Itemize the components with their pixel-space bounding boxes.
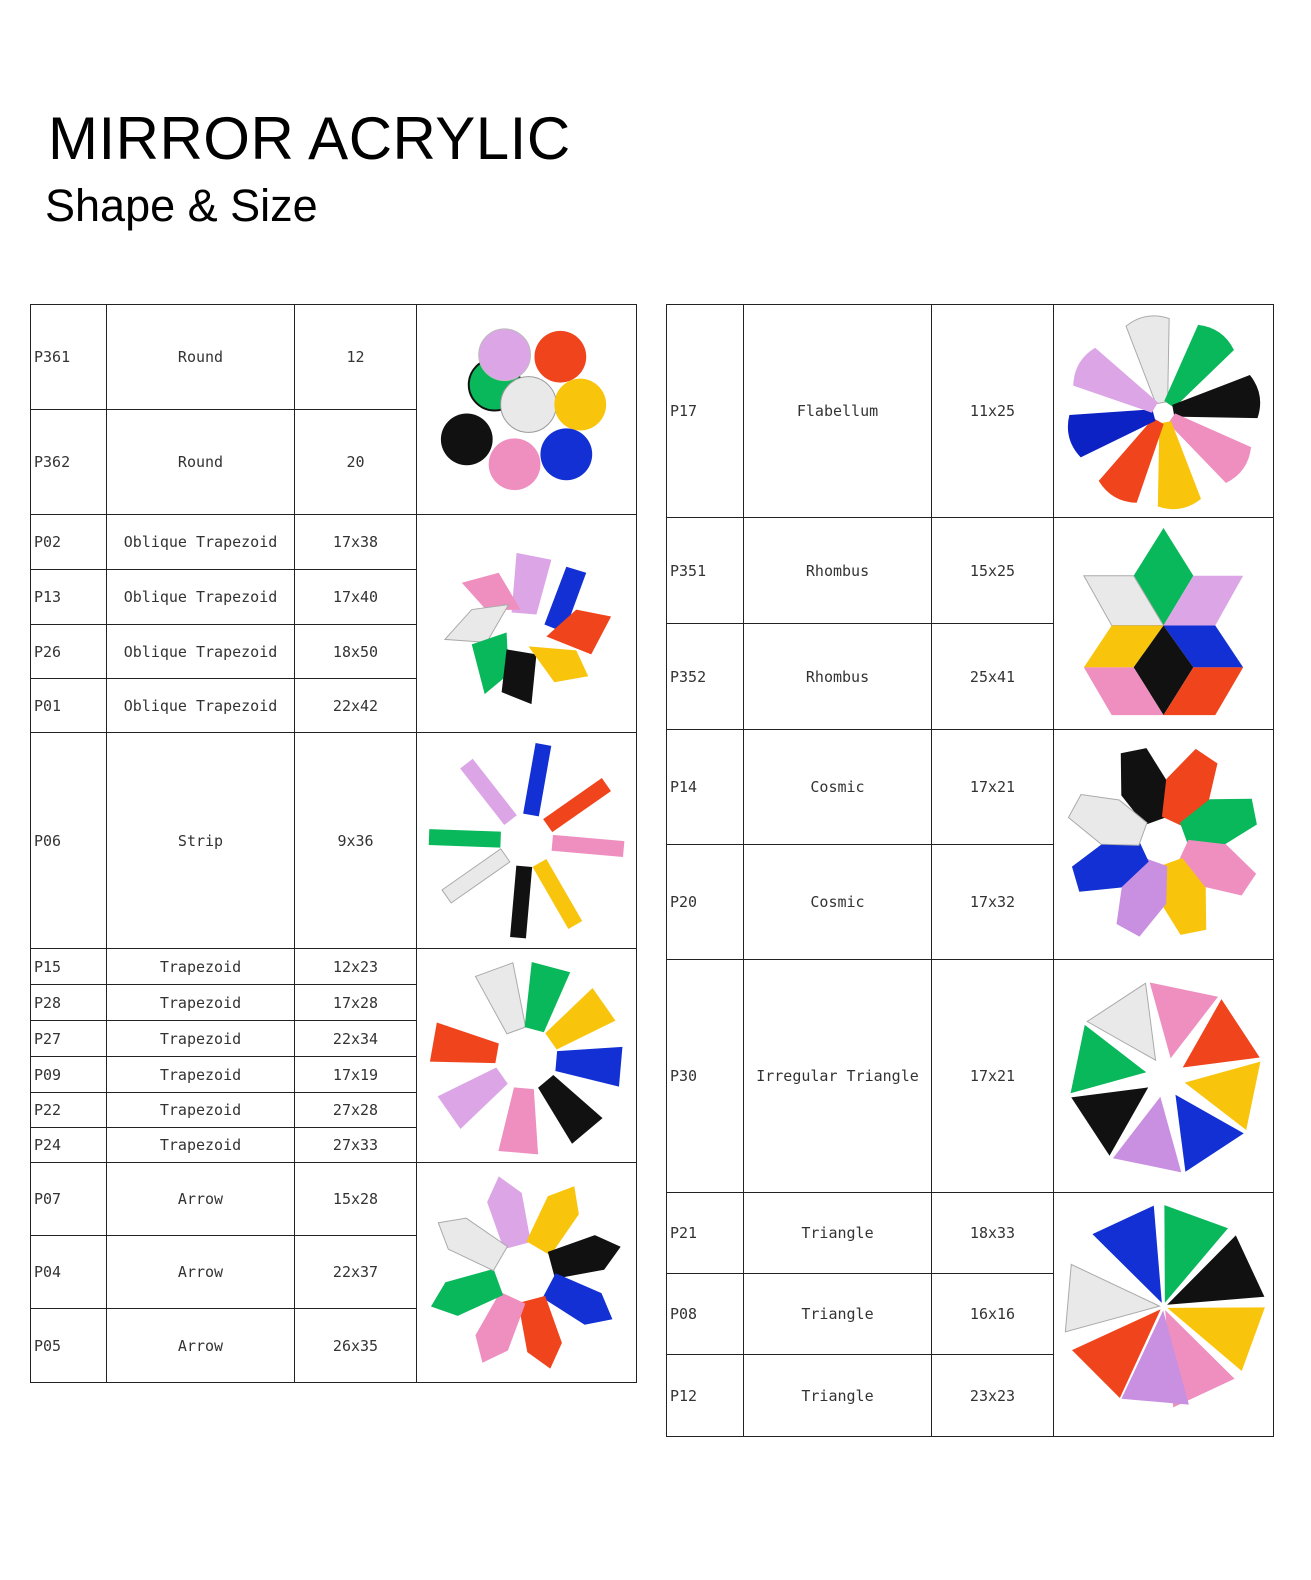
- table-row: [667, 518, 1274, 624]
- size-cell: 17x21: [932, 960, 1054, 1193]
- shape-cell: Oblique Trapezoid: [107, 570, 295, 625]
- code-cell: P15: [31, 949, 107, 985]
- size-cell: 9x36: [295, 733, 417, 949]
- shape-cell: Triangle: [744, 1193, 932, 1274]
- shape-cell: Arrow: [107, 1236, 295, 1309]
- round-sequins-photo: [417, 305, 637, 515]
- size-cell: 22x37: [295, 1236, 417, 1309]
- shape-cell: Rhombus: [744, 518, 932, 624]
- strip-image: [417, 733, 636, 948]
- shape-cell: Trapezoid: [107, 1057, 295, 1093]
- code-cell: P26: [31, 625, 107, 679]
- size-cell: 15x25: [932, 518, 1054, 624]
- shape-cell: Oblique Trapezoid: [107, 515, 295, 570]
- code-cell: P07: [31, 1163, 107, 1236]
- code-cell: P04: [31, 1236, 107, 1309]
- arrow-image: [417, 1163, 636, 1382]
- page-subtitle: Shape & Size: [45, 180, 318, 231]
- cosmic-image: [1054, 730, 1273, 959]
- strip-photo: [417, 733, 637, 949]
- size-cell: 18x50: [295, 625, 417, 679]
- cosmic-photo: [1054, 730, 1274, 960]
- table-row: [31, 1163, 637, 1236]
- arrow-photo: [417, 1163, 637, 1383]
- irregular-triangle-image: [1054, 960, 1273, 1192]
- code-cell: P17: [667, 305, 744, 518]
- code-cell: P13: [31, 570, 107, 625]
- triangle-image: [1054, 1193, 1273, 1436]
- code-cell: P27: [31, 1021, 107, 1057]
- code-cell: P351: [667, 518, 744, 624]
- shape-cell: Irregular Triangle: [744, 960, 932, 1193]
- shape-cell: Triangle: [744, 1274, 932, 1355]
- oblique-trapezoid-image: [417, 515, 636, 732]
- table-row: [667, 1193, 1274, 1274]
- table-row: [667, 305, 1274, 518]
- shape-cell: Round: [107, 305, 295, 410]
- page-title: MIRROR ACRYLIC: [48, 105, 571, 172]
- shape-cell: Cosmic: [744, 730, 932, 845]
- size-cell: 12: [295, 305, 417, 410]
- rhombus-photo: [1054, 518, 1274, 730]
- shape-cell: Trapezoid: [107, 1093, 295, 1128]
- code-cell: P21: [667, 1193, 744, 1274]
- code-cell: P08: [667, 1274, 744, 1355]
- shape-cell: Trapezoid: [107, 949, 295, 985]
- code-cell: P02: [31, 515, 107, 570]
- shape-cell: Round: [107, 410, 295, 515]
- size-cell: 17x19: [295, 1057, 417, 1093]
- code-cell: P30: [667, 960, 744, 1193]
- size-cell: 22x42: [295, 679, 417, 733]
- code-cell: P362: [31, 410, 107, 515]
- size-cell: 27x33: [295, 1128, 417, 1163]
- shape-cell: Rhombus: [744, 624, 932, 730]
- triangle-photo: [1054, 1193, 1274, 1437]
- size-cell: 27x28: [295, 1093, 417, 1128]
- size-cell: 20: [295, 410, 417, 515]
- shape-cell: Oblique Trapezoid: [107, 625, 295, 679]
- flabellum-photo: [1054, 305, 1274, 518]
- size-cell: 17x32: [932, 845, 1054, 960]
- table-row: [667, 960, 1274, 1193]
- code-cell: P05: [31, 1309, 107, 1383]
- code-cell: P01: [31, 679, 107, 733]
- trapezoid-image: [417, 949, 636, 1162]
- size-cell: 17x40: [295, 570, 417, 625]
- size-cell: 17x21: [932, 730, 1054, 845]
- size-cell: 26x35: [295, 1309, 417, 1383]
- shape-cell: Trapezoid: [107, 985, 295, 1021]
- shape-cell: Flabellum: [744, 305, 932, 518]
- table-row: [667, 730, 1274, 845]
- code-cell: P24: [31, 1128, 107, 1163]
- irregular-triangle-photo: [1054, 960, 1274, 1193]
- shape-cell: Arrow: [107, 1309, 295, 1383]
- shape-cell: Cosmic: [744, 845, 932, 960]
- code-cell: P20: [667, 845, 744, 960]
- oblique-trapezoid-photo: [417, 515, 637, 733]
- size-cell: 18x33: [932, 1193, 1054, 1274]
- code-cell: P352: [667, 624, 744, 730]
- size-cell: 17x28: [295, 985, 417, 1021]
- shape-cell: Triangle: [744, 1355, 932, 1437]
- size-cell: 16x16: [932, 1274, 1054, 1355]
- rhombus-image: [1054, 518, 1273, 729]
- right-spec-table: [666, 304, 1274, 1437]
- table-row: [31, 305, 637, 410]
- size-cell: 12x23: [295, 949, 417, 985]
- code-cell: P12: [667, 1355, 744, 1437]
- code-cell: P22: [31, 1093, 107, 1128]
- code-cell: P28: [31, 985, 107, 1021]
- size-cell: 25x41: [932, 624, 1054, 730]
- table-row: [31, 733, 637, 949]
- round-sequins-image: [417, 305, 636, 514]
- size-cell: 23x23: [932, 1355, 1054, 1437]
- shape-cell: Trapezoid: [107, 1128, 295, 1163]
- size-cell: 15x28: [295, 1163, 417, 1236]
- code-cell: P06: [31, 733, 107, 949]
- shape-cell: Oblique Trapezoid: [107, 679, 295, 733]
- left-spec-table: [30, 304, 637, 1383]
- shape-cell: Trapezoid: [107, 1021, 295, 1057]
- shape-cell: Arrow: [107, 1163, 295, 1236]
- shape-cell: Strip: [107, 733, 295, 949]
- flabellum-image: [1054, 305, 1273, 517]
- code-cell: P14: [667, 730, 744, 845]
- table-row: [31, 949, 637, 985]
- size-cell: 11x25: [932, 305, 1054, 518]
- trapezoid-photo: [417, 949, 637, 1163]
- size-cell: 22x34: [295, 1021, 417, 1057]
- size-cell: 17x38: [295, 515, 417, 570]
- table-row: [31, 515, 637, 570]
- code-cell: P09: [31, 1057, 107, 1093]
- code-cell: P361: [31, 305, 107, 410]
